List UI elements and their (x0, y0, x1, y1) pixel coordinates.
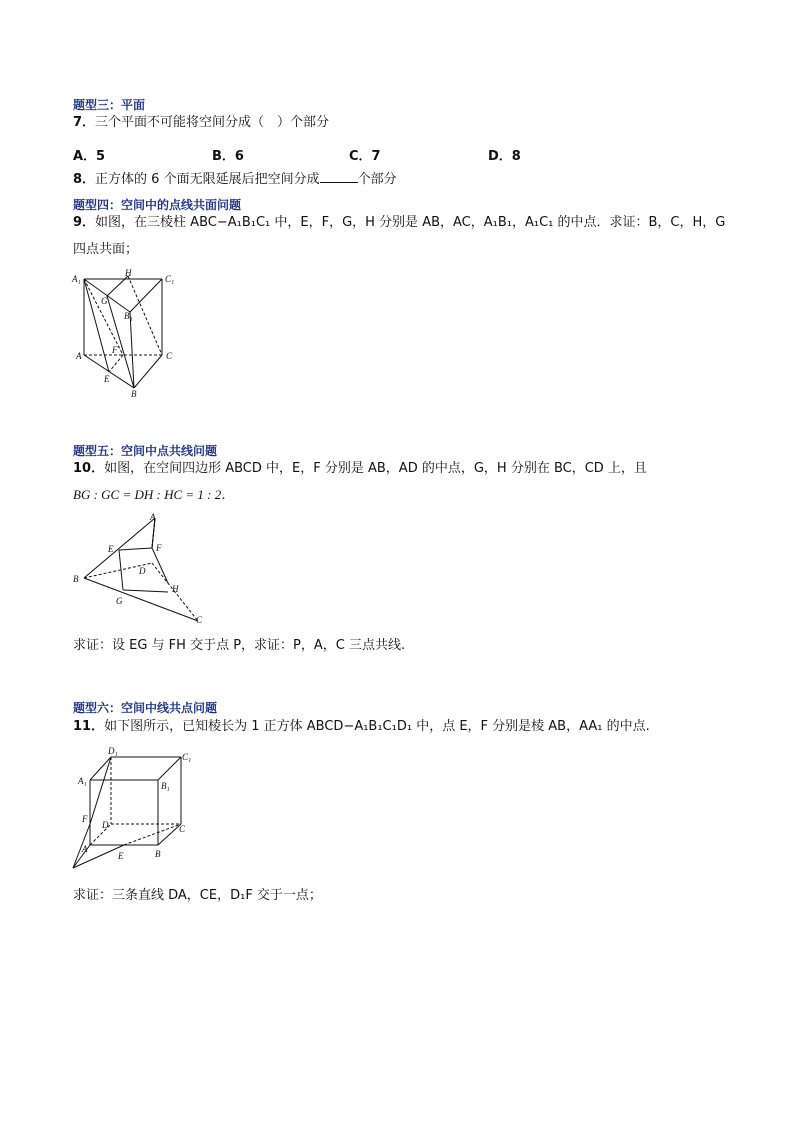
label-d: D (102, 820, 109, 830)
line-fe (109, 355, 123, 372)
label-e: E (104, 374, 110, 384)
label-a: A (76, 351, 82, 361)
label-f: F (112, 345, 118, 355)
label-d1: D₁ (108, 746, 118, 756)
question-8 (73, 170, 397, 189)
label-b: B (131, 389, 137, 399)
label-g: G (101, 296, 108, 306)
q7-number: 7． (73, 115, 96, 130)
q11-proof: 求证：三条直线 DA，CE，D₁F 交于一点； (73, 888, 322, 903)
q7-option-a: A．5 (73, 149, 106, 164)
q8-text-before: 正方体的 6 个面无限延展后把空间分成 (95, 172, 320, 187)
label-a1: A₁ (72, 274, 81, 284)
q10-proof: 求证：设 EG 与 FH 交于点 P，求证：P，A，C 三点共线. (73, 638, 406, 653)
label-g: G (116, 596, 123, 606)
q9-text-line1: 如图，在三棱柱 ABC−A₁B₁C₁ 中，E，F，G，H 分别是 AB，AC，A₁B₁，A₁C₁ 的中点．求证：B，C，H，G (95, 215, 726, 230)
label-a1: A₁ (78, 776, 87, 786)
edge-bc (158, 824, 181, 845)
label-h: H (172, 584, 179, 594)
section-heading-6: 题型六：空间中线共点问题 (73, 701, 218, 715)
q9-line-1 (73, 214, 725, 232)
label-a: A (150, 512, 156, 522)
q7-option-c: C．7 (349, 149, 381, 164)
line-d1f (90, 757, 111, 824)
label-h: H (125, 268, 132, 278)
q7-option-d: D．8 (488, 149, 521, 164)
line-a1f (84, 279, 123, 355)
q8-text-after: 个部分 (357, 172, 397, 187)
line-hc (128, 276, 162, 355)
line-gh (123, 590, 168, 592)
cube-figure (68, 742, 198, 874)
label-c1: C₁ (165, 274, 175, 284)
label-b: B (73, 574, 79, 584)
label-c1: C₁ (182, 752, 192, 762)
q9-number: 9． (73, 215, 96, 230)
label-e: E (118, 851, 124, 861)
edge-bc (134, 355, 162, 388)
line-gb (107, 296, 134, 388)
q7-text: 三个平面不可能将空间分成（ ）个部分 (95, 115, 330, 130)
q7-option-b: B．6 (212, 149, 244, 164)
q10-number: 10． (73, 461, 105, 476)
label-f: F (156, 543, 162, 553)
q11-line-1 (73, 718, 650, 736)
label-b: B (155, 849, 161, 859)
quadrilateral-figure (68, 508, 218, 628)
label-f: F (82, 814, 88, 824)
label-c: C (166, 351, 173, 361)
line-ec (124, 824, 181, 845)
q10-line-2: BG : GC = DH : HC = 1 : 2． (73, 487, 235, 502)
q8-number: 8． (73, 172, 96, 187)
q10-text-line1: 如图，在空间四边形 ABCD 中，E，F 分别是 AB，AD 的中点，G，H 分别在 BC，CD 上，且 (104, 461, 647, 476)
label-b1: B₁ (124, 311, 133, 321)
section-heading-4: 题型四：空间中的点线共面问题 (73, 198, 242, 212)
q11-number: 11． (73, 719, 105, 734)
edge-c1b1 (130, 279, 162, 312)
label-c: C (179, 824, 186, 834)
label-d: D (139, 566, 146, 576)
prism-figure (68, 264, 188, 404)
q8-answer-blank[interactable] (320, 170, 358, 183)
line-fh (152, 548, 168, 583)
edge-b1c1 (158, 757, 181, 780)
q10-line-1 (73, 460, 647, 478)
section-heading-3: 题型三：平面 (73, 98, 146, 112)
q11-text-line1: 如下图所示，已知棱长为 1 正方体 ABCD−A₁B₁C₁D₁ 中，点 E，F 分别是棱 AB，AA₁ 的中点. (104, 719, 650, 734)
section-heading-5: 题型五：空间中点共线问题 (73, 444, 218, 458)
question-7 (73, 114, 329, 132)
label-c: C (196, 615, 203, 625)
line-ef (119, 548, 152, 550)
line-fa (152, 518, 155, 548)
label-e: E (108, 544, 114, 554)
label-b1: B₁ (161, 781, 170, 791)
label-a: A (82, 844, 88, 854)
q9-line-2: 四点共面； (73, 242, 139, 257)
